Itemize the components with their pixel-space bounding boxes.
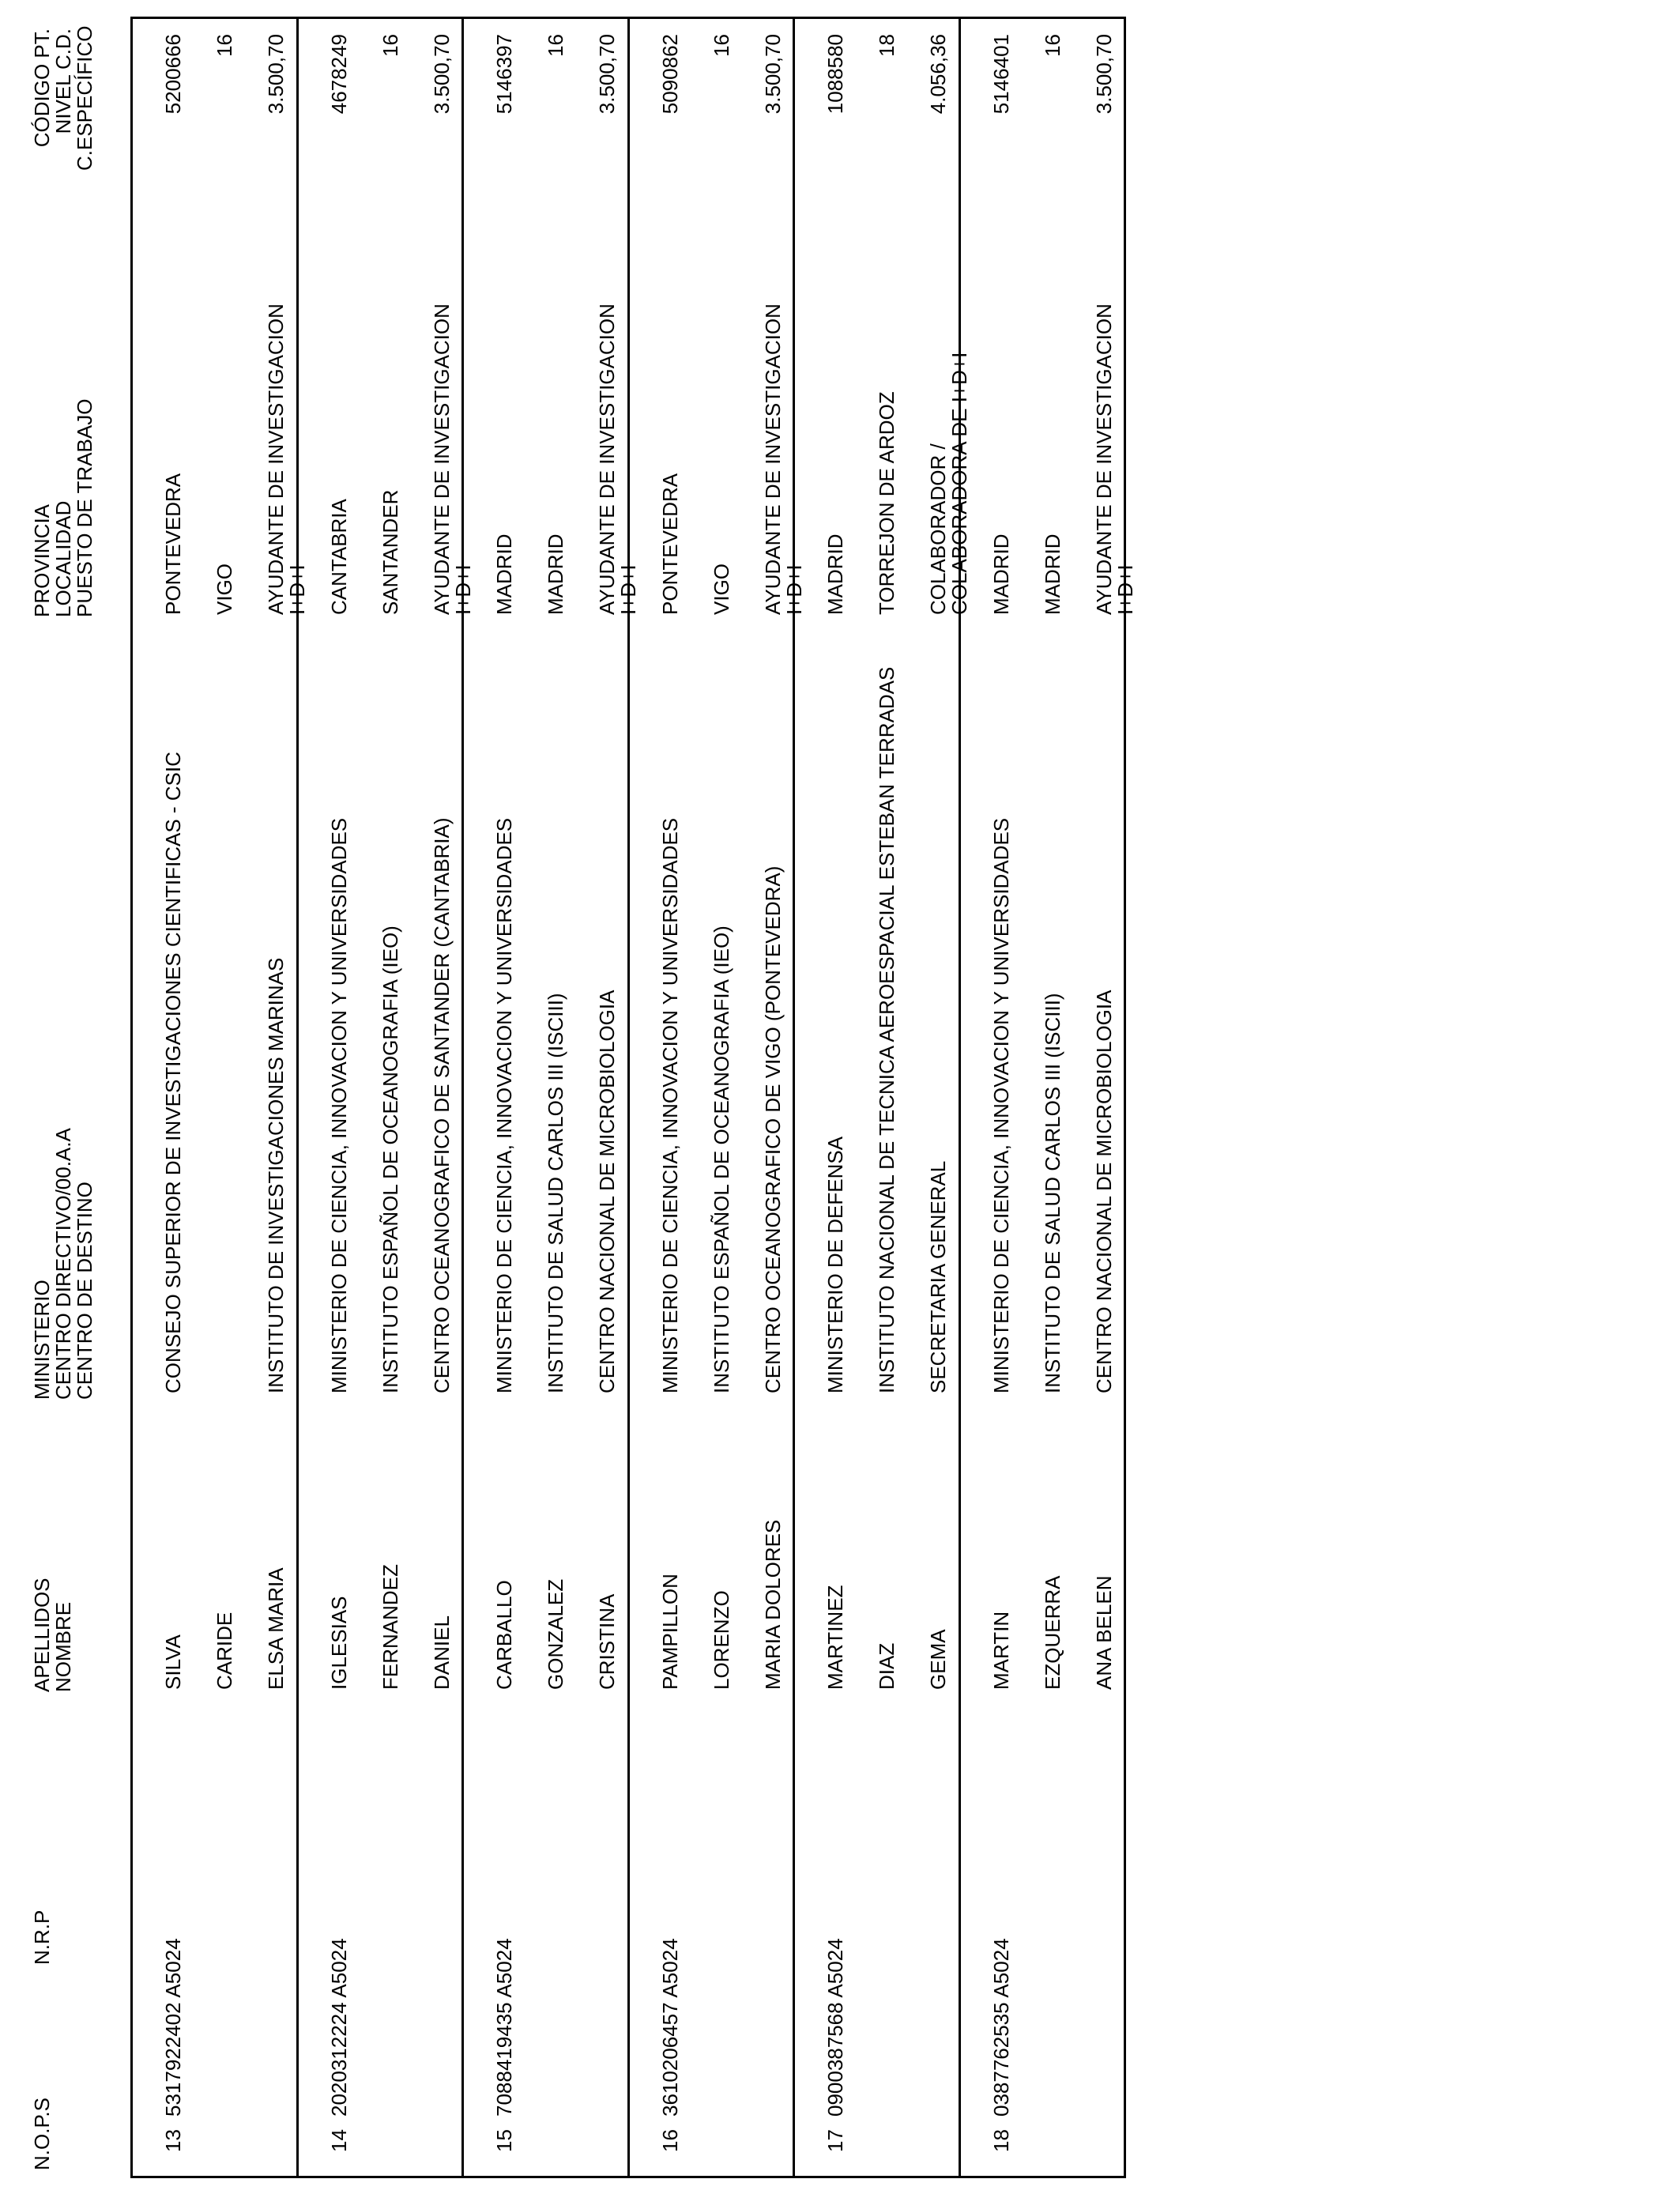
cell-provincia: MADRID xyxy=(823,533,847,615)
cell-codigo: 4678249 xyxy=(326,34,351,115)
cell-especifico: 4.056,36 xyxy=(926,34,950,115)
cell-nombre: ELSA MARIA xyxy=(264,1567,288,1690)
header-puesto-label: PUESTO DE TRABAJO xyxy=(73,398,96,617)
cell-puesto-line1: AYUDANTE DE INVESTIGACION xyxy=(760,303,785,615)
header-nops xyxy=(32,2098,53,2170)
cell-puesto-line1: AYUDANTE DE INVESTIGACION xyxy=(264,303,288,615)
cell-nops: 13 xyxy=(161,2129,185,2152)
header-apellidos-label: APELLIDOS xyxy=(30,1578,54,1692)
cell-codigo: 5146397 xyxy=(492,34,516,115)
cell-especifico: 3.500,70 xyxy=(595,34,619,115)
header-nrp-label: N.R.P xyxy=(30,1909,54,1965)
header-nivel-label: NIVEL C.D. xyxy=(51,28,75,134)
cell-puesto-line1: AYUDANTE DE INVESTIGACION xyxy=(595,303,619,615)
cell-apellido1: SILVA xyxy=(161,1634,185,1690)
cell-centro-directivo: INSTITUTO DE SALUD CARLOS III (ISCIII) xyxy=(1040,993,1064,1393)
cell-nombre: DANIEL xyxy=(429,1615,454,1690)
cell-puesto-line1: AYUDANTE DE INVESTIGACION xyxy=(429,303,454,615)
header-codigo-label: CÓDIGO PT. xyxy=(30,28,54,148)
cell-localidad: VIGO xyxy=(709,563,733,615)
header-localidad-label: LOCALIDAD xyxy=(51,500,75,617)
cell-apellido2: DIAZ xyxy=(875,1642,898,1690)
header-centro-directivo-label: CENTRO DIRECTIVO/00.A.A xyxy=(51,1128,75,1400)
cell-nivel: 16 xyxy=(1040,34,1064,57)
cell-provincia: MADRID xyxy=(989,533,1013,615)
cell-nivel: 16 xyxy=(709,34,733,57)
cell-centro-destino: SECRETARIA GENERAL xyxy=(926,1160,950,1393)
cell-apellido2: FERNANDEZ xyxy=(378,1564,402,1690)
cell-puesto-line2: I+D+I xyxy=(782,564,806,615)
table-row xyxy=(961,19,1137,2176)
cell-apellido1: PAMPILLON xyxy=(657,1574,682,1690)
cell-nivel: 18 xyxy=(875,34,898,57)
cell-provincia: PONTEVEDRA xyxy=(657,473,682,615)
cell-nrp: 2020312224 A5024 xyxy=(326,1938,351,2117)
cell-nombre: MARIA DOLORES xyxy=(760,1519,785,1690)
cell-apellido1: MARTINEZ xyxy=(823,1585,847,1690)
cell-localidad: MADRID xyxy=(544,533,567,615)
header-centro-destino-label: CENTRO DE DESTINO xyxy=(73,1182,96,1400)
cell-puesto-line1: COLABORADOR / xyxy=(926,443,950,615)
cell-centro-directivo: INSTITUTO NACIONAL DE TECNICA AEROESPACIAL ESTEBAN TERRADAS xyxy=(875,666,898,1393)
table-row xyxy=(464,19,640,2176)
cell-localidad: MADRID xyxy=(1040,533,1064,615)
cell-apellido2: CARIDE xyxy=(213,1612,236,1690)
cell-nombre: GEMA xyxy=(926,1629,950,1690)
cell-ministerio: MINISTERIO DE CIENCIA, INNOVACION Y UNIVERSIDADES xyxy=(492,817,516,1393)
header-nrp xyxy=(32,1910,53,1965)
table-row xyxy=(299,19,475,2176)
cell-nrp: 0387762535 A5024 xyxy=(989,1938,1013,2117)
cell-nivel: 16 xyxy=(378,34,402,57)
cell-apellido2: EZQUERRA xyxy=(1040,1575,1064,1690)
cell-centro-destino: CENTRO NACIONAL DE MICROBIOLOGIA xyxy=(1091,990,1116,1393)
cell-nrp: 5317922402 A5024 xyxy=(161,1938,185,2117)
cell-provincia: CANTABRIA xyxy=(326,499,351,615)
cell-nrp: 0900387568 A5024 xyxy=(823,1938,847,2117)
header-ministerio-label: MINISTERIO xyxy=(30,1280,54,1400)
cell-codigo: 1088580 xyxy=(823,34,847,115)
header-provincia-label: PROVINCIA xyxy=(30,503,54,617)
cell-centro-directivo: INSTITUTO DE SALUD CARLOS III (ISCIII) xyxy=(544,993,567,1393)
cell-apellido1: CARBALLO xyxy=(492,1580,516,1690)
cell-nrp: 3610206457 A5024 xyxy=(657,1938,682,2117)
cell-ministerio: MINISTERIO DE CIENCIA, INNOVACION Y UNIVERSIDADES xyxy=(989,817,1013,1393)
cell-nops: 17 xyxy=(823,2129,847,2152)
header-especifico-label: C.ESPECÍFICO xyxy=(73,25,96,171)
header-provincia xyxy=(32,399,96,617)
table-row xyxy=(133,19,309,2176)
header-nops-label: N.O.P.S xyxy=(30,2097,54,2170)
cell-especifico: 3.500,70 xyxy=(760,34,785,115)
cell-codigo: 5090862 xyxy=(657,34,682,115)
cell-ministerio: CONSEJO SUPERIOR DE INVESTIGACIONES CIENTIFICAS - CSIC xyxy=(161,752,185,1393)
cell-centro-directivo: INSTITUTO ESPAÑOL DE OCEANOGRAFIA (IEO) xyxy=(709,925,733,1393)
cell-nivel: 16 xyxy=(544,34,567,57)
cell-apellido2: GONZALEZ xyxy=(544,1578,567,1690)
cell-puesto-line2: I+D+I xyxy=(616,564,640,615)
cell-nivel: 16 xyxy=(213,34,236,57)
cell-especifico: 3.500,70 xyxy=(1091,34,1116,115)
header-ministerio xyxy=(32,1128,96,1400)
cell-centro-destino: CENTRO OCEANOGRAFICO DE SANTANDER (CANTABRIA) xyxy=(429,817,454,1393)
data-table xyxy=(130,17,1137,2178)
cell-centro-destino: CENTRO OCEANOGRAFICO DE VIGO (PONTEVEDRA) xyxy=(760,865,785,1393)
cell-ministerio: MINISTERIO DE DEFENSA xyxy=(823,1136,847,1393)
cell-nombre: ANA BELEN xyxy=(1091,1575,1116,1690)
cell-puesto-line1: AYUDANTE DE INVESTIGACION xyxy=(1091,303,1116,615)
cell-nops: 14 xyxy=(326,2129,351,2152)
cell-localidad: TORREJON DE ARDOZ xyxy=(875,391,898,615)
cell-nops: 15 xyxy=(492,2129,516,2152)
cell-provincia: MADRID xyxy=(492,533,516,615)
cell-puesto-line2: I+D+I xyxy=(285,564,309,615)
table-row xyxy=(795,19,971,2176)
cell-apellido2: LORENZO xyxy=(709,1590,733,1690)
cell-localidad: VIGO xyxy=(213,563,236,615)
cell-ministerio: MINISTERIO DE CIENCIA, INNOVACION Y UNIVERSIDADES xyxy=(657,817,682,1393)
cell-codigo: 5146401 xyxy=(989,34,1013,115)
cell-localidad: SANTANDER xyxy=(378,489,402,615)
cell-especifico: 3.500,70 xyxy=(429,34,454,115)
header-nombre-label: NOMBRE xyxy=(51,1601,75,1692)
cell-provincia: PONTEVEDRA xyxy=(161,473,185,615)
cell-apellido1: IGLESIAS xyxy=(326,1596,351,1690)
cell-nrp: 7088419435 A5024 xyxy=(492,1938,516,2117)
cell-centro-destino: CENTRO NACIONAL DE MICROBIOLOGIA xyxy=(595,990,619,1393)
cell-nombre: CRISTINA xyxy=(595,1593,619,1690)
cell-codigo: 5200666 xyxy=(161,34,185,115)
cell-puesto-line2: COLABORADORA DE I+D+I xyxy=(947,352,971,615)
header-codigo xyxy=(30,25,96,171)
cell-apellido1: MARTIN xyxy=(989,1611,1013,1690)
cell-especifico: 3.500,70 xyxy=(264,34,288,115)
cell-puesto-line2: I+D+I xyxy=(1113,564,1137,615)
header-apellidos-nombre xyxy=(32,1578,74,1692)
table-row xyxy=(630,19,806,2176)
cell-puesto-line2: I+D+I xyxy=(450,564,475,615)
cell-nops: 16 xyxy=(657,2129,682,2152)
cell-ministerio: MINISTERIO DE CIENCIA, INNOVACION Y UNIVERSIDADES xyxy=(326,817,351,1393)
cell-centro-destino: INSTITUTO DE INVESTIGACIONES MARINAS xyxy=(264,957,288,1393)
cell-nops: 18 xyxy=(989,2129,1013,2152)
cell-centro-directivo: INSTITUTO ESPAÑOL DE OCEANOGRAFIA (IEO) xyxy=(378,925,402,1393)
